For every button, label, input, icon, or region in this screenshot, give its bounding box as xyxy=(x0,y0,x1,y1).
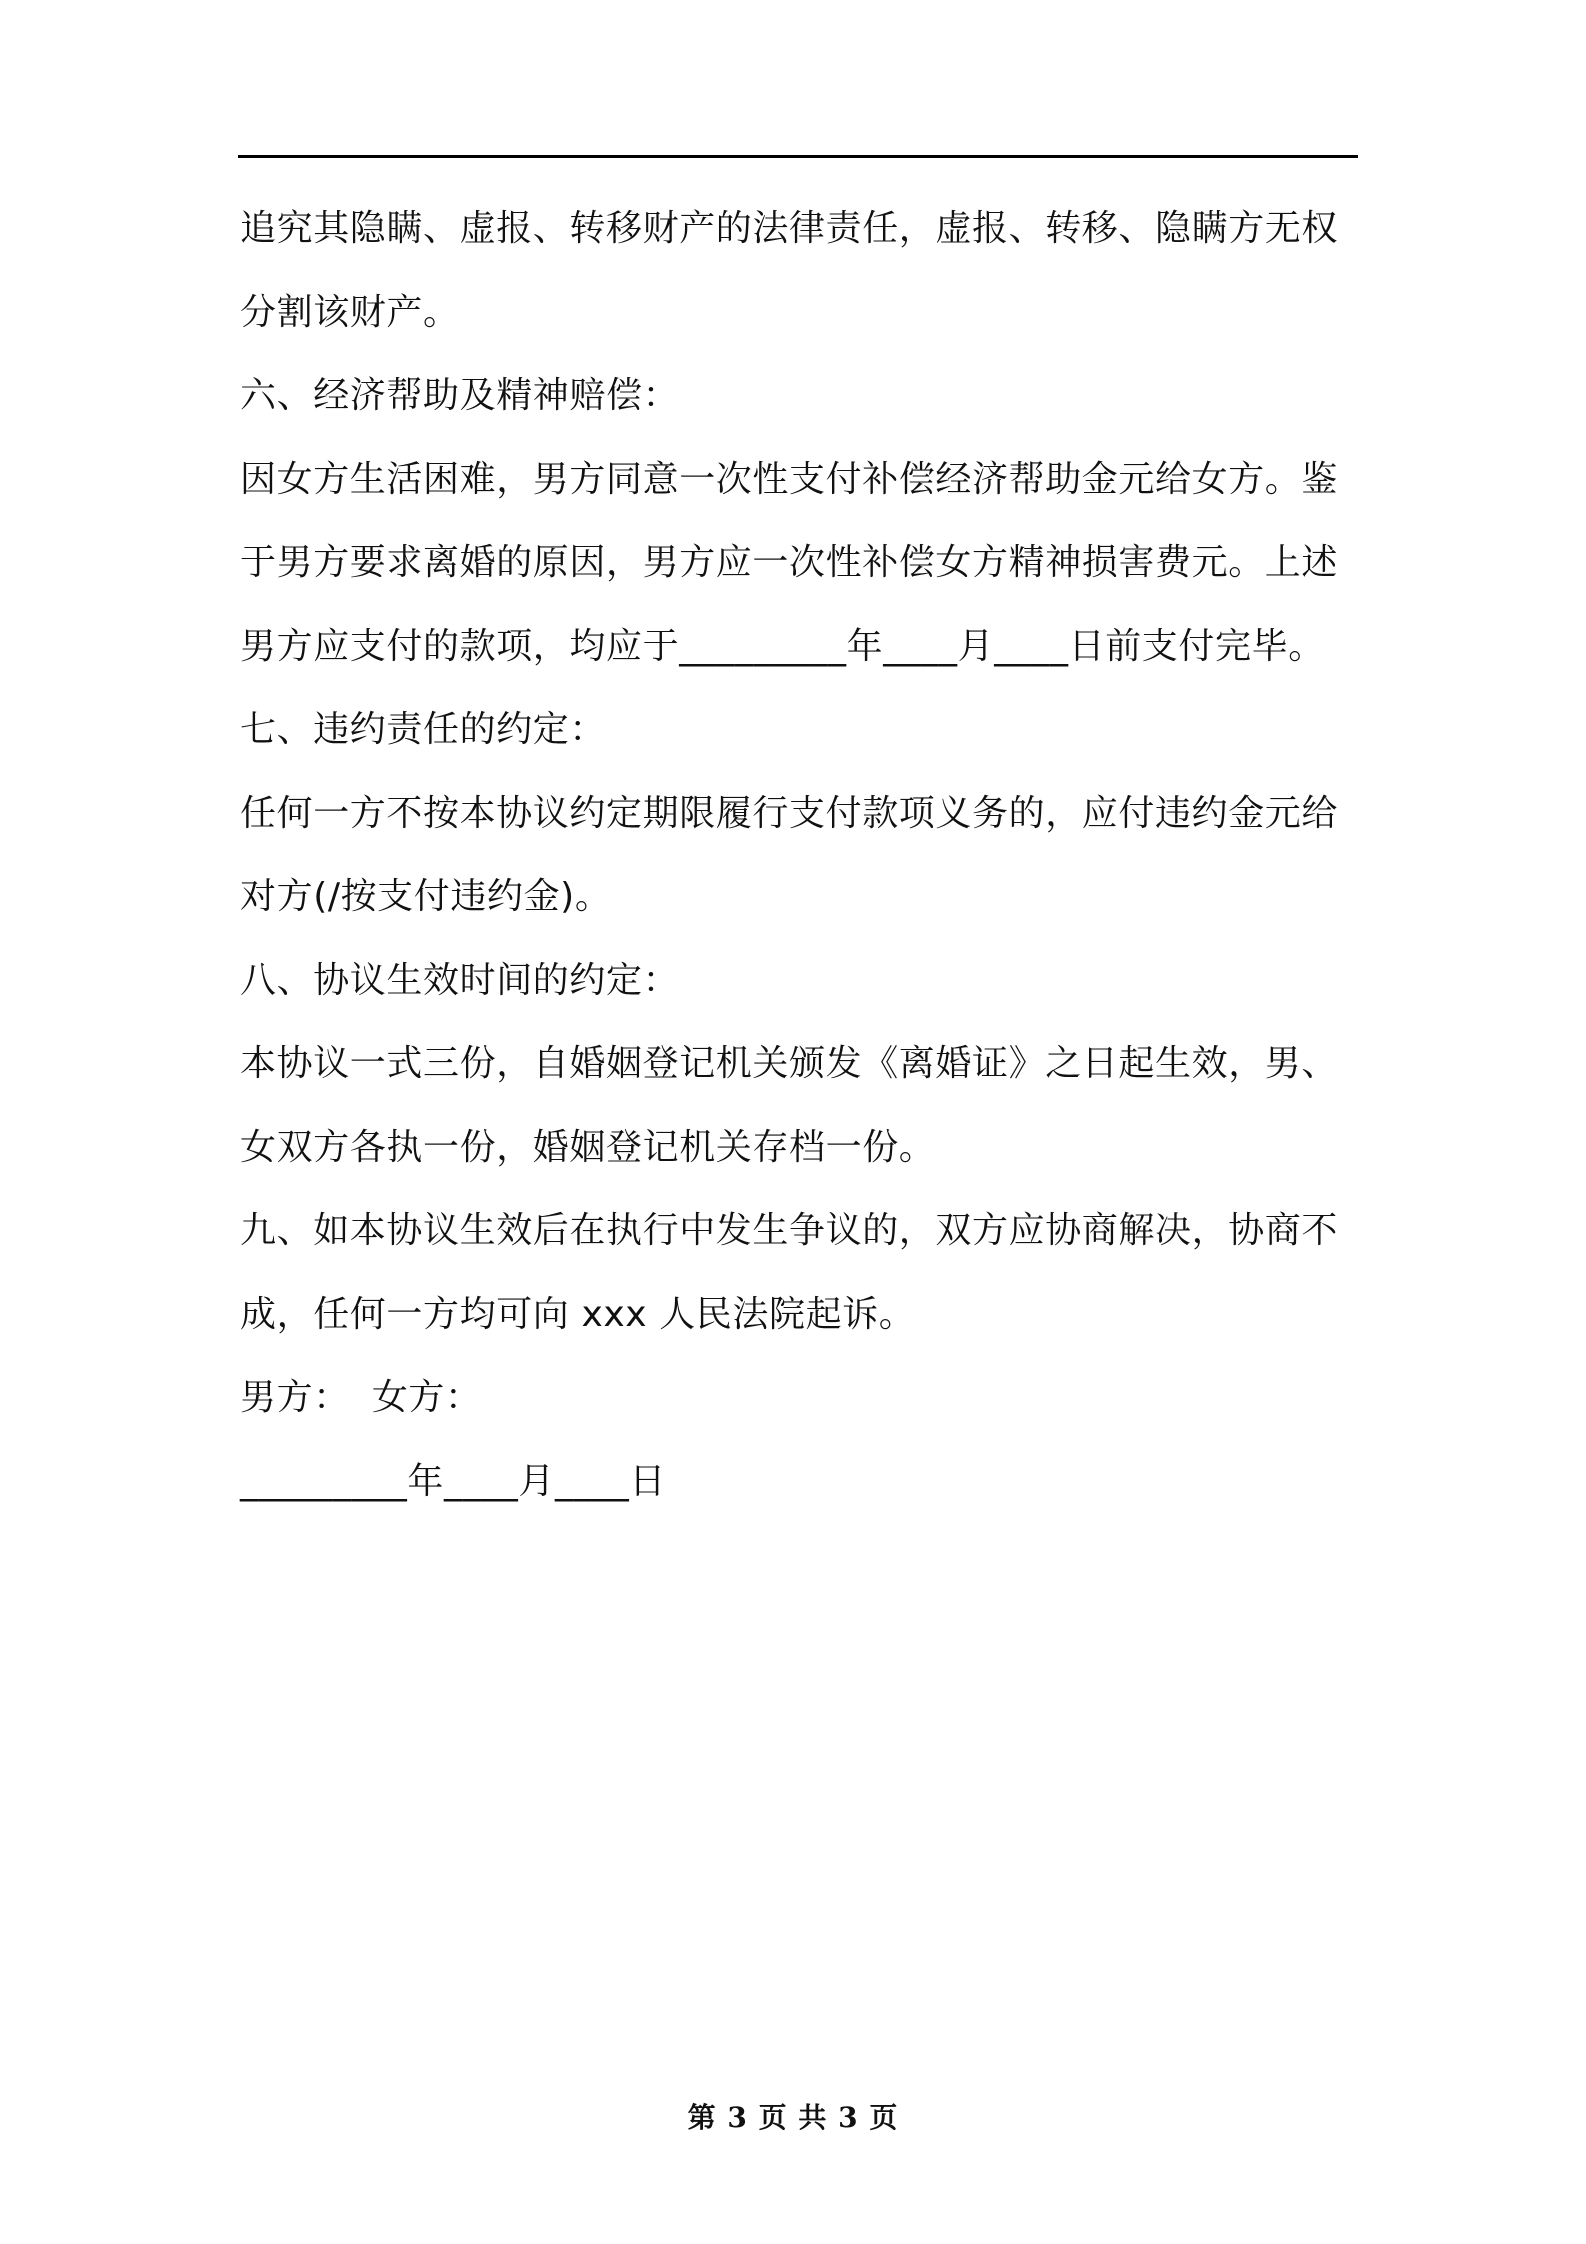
body-line-12: 女双方各执一份，婚姻登记机关存档一份。 xyxy=(240,1126,936,1168)
female-signature-label: 女方： xyxy=(371,1377,482,1418)
body-line-8: 任何一方不按本协议约定期限履行支付款项义务的，应付违约金元给 xyxy=(240,792,1339,834)
body-line-4: 因女方生活困难，男方同意一次性支付补偿经济帮助金元给女方。鉴 xyxy=(240,458,1339,500)
male-signature-label: 男方： xyxy=(240,1377,350,1418)
document-body xyxy=(240,187,1360,1523)
body-line-14: 成，任何一方均可向 xxx 人民法院起诉。 xyxy=(240,1293,916,1335)
section-heading-7: 七、违约责任的约定： xyxy=(240,709,607,750)
section-heading-8: 八、协议生效时间的约定： xyxy=(240,959,680,1001)
date-line: _________年____月____日 xyxy=(240,1460,666,1502)
body-line-1: 追究其隐瞒、虚报、转移财产的法律责任，虚报、转移、隐瞒方无权 xyxy=(240,208,1339,249)
body-line-2: 分割该财产。 xyxy=(240,291,460,333)
body-line-6: 男方应支付的款项，均应于_________年____月____日前支付完毕。 xyxy=(240,625,1325,667)
body-line-9: 对方(/按支付违约金)。 xyxy=(240,876,612,917)
page-number: 第 3 页 共 3 页 xyxy=(687,2101,899,2134)
header-rule xyxy=(238,155,1358,158)
body-line-5: 于男方要求离婚的原因，男方应一次性补偿女方精神损害费元。上述 xyxy=(240,542,1339,583)
body-line-11: 本协议一式三份，自婚姻登记机关颁发《离婚证》之日起生效，男、 xyxy=(240,1043,1339,1084)
signature-line xyxy=(240,1356,1360,1440)
section-heading-9: 九、如本协议生效后在执行中发生争议的，双方应协商解决，协商不 xyxy=(240,1210,1339,1251)
section-heading-6: 六、经济帮助及精神赔偿： xyxy=(240,375,680,416)
